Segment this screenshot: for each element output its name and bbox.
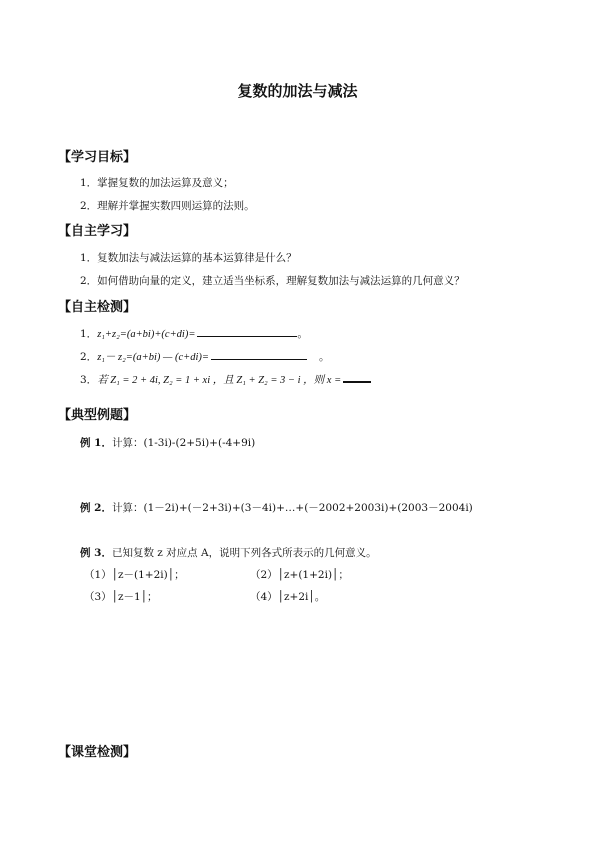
item-number: 3． [80,374,98,386]
example-label: 例 2． [80,502,112,514]
answer-blank[interactable] [197,335,297,337]
self-check-item [80,326,308,341]
section-heading-examples: 【典型例题】 [58,408,137,423]
section-heading-self-check: 【自主检测】 [58,300,137,315]
example-text: 计算：(1-3i)-(2+5i)+(-4+9i) [111,437,256,449]
section-heading-goals: 【学习目标】 [58,150,137,165]
example-text: 计算：(1－2i)+(－2+3i)+(3－4i)+…+(－2002+2003i)+(2003－2004i) [111,502,473,514]
example-text: 已知复数 z 对应点 A，说明下列各式所表示的几何意义。 [111,547,377,559]
example-3-subitem: （4）│z+2i│。 [250,591,326,603]
goal-item: 1．掌握复数的加法运算及意义； [80,177,234,189]
page-title: 复数的加法与减法 [237,82,358,100]
math-expression: z₁－ z₂=(a+bi) — (c+di)= [97,352,209,363]
section-heading-self-study: 【自主学习】 [58,224,137,239]
self-check-item [80,349,329,364]
math-expression: z₁+z₂=(a+bi)+(c+di)= [97,329,196,340]
item-number: 1． [80,328,98,340]
example-2 [80,500,473,515]
item-end: 。 [297,328,308,340]
self-study-item: 1．复数加法与减法运算的基本运算律是什么？ [80,252,297,264]
example-1 [80,435,255,450]
self-check-item [80,372,371,387]
example-label: 例 1． [80,437,112,449]
item-number: 2． [80,351,98,363]
answer-blank[interactable] [211,358,307,360]
item-end: 。 [318,351,330,363]
example-3-subitem: （2）│z+(1+2i)│； [250,569,349,581]
example-3-subitem: （1）│z－(1+2i)│； [84,569,185,581]
self-study-item: 2．如何借助向量的定义，建立适当坐标系，理解复数加法与减法运算的几何意义？ [80,275,465,287]
math-expression: 若 Z₁ = 2 + 4i, Z₂ = 1 + xi ，且 Z₁ + Z₂ = 3 − i ，则 x = [97,375,342,386]
answer-blank[interactable] [343,380,371,383]
example-3 [80,545,377,560]
example-3-subitem: （3）│z－1│； [84,591,158,603]
goal-item: 2．理解并掌握实数四则运算的法则。 [80,200,255,212]
section-heading-class-check: 【课堂检测】 [58,745,137,760]
example-label: 例 3． [80,547,112,559]
